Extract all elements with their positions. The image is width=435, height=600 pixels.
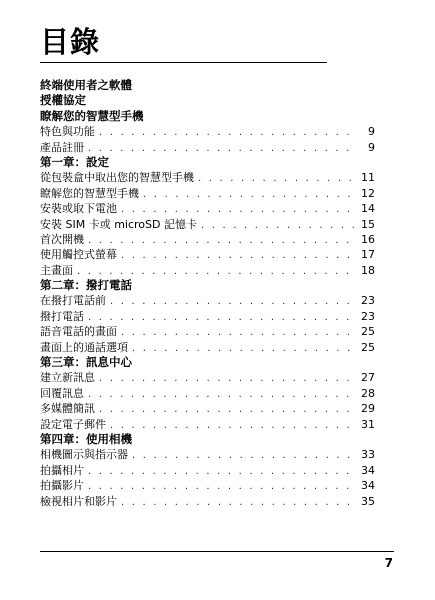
toc-entry-page: 23 — [361, 294, 375, 308]
toc-section-heading[interactable] — [40, 355, 375, 370]
toc-section-heading[interactable] — [40, 155, 375, 170]
dot-leader — [88, 479, 357, 493]
toc-entry[interactable] — [40, 247, 375, 262]
toc-entry-page: 27 — [361, 371, 375, 385]
toc-entry-label: 使用觸控式螢幕 — [40, 248, 117, 262]
toc-entry[interactable] — [40, 186, 375, 201]
dot-leader — [99, 125, 357, 139]
toc-entry-page: 15 — [361, 217, 375, 231]
dot-leader — [88, 464, 357, 478]
toc-entry[interactable] — [40, 478, 375, 493]
dot-leader — [143, 187, 357, 201]
toc-entry-label: 安裝 SIM 卡或 microSD 記憶卡 — [40, 217, 197, 231]
toc-entry-page: 16 — [361, 232, 375, 246]
toc-entry[interactable] — [40, 140, 375, 155]
toc-entry-label: 拍攝影片 — [40, 479, 84, 493]
toc-entry-page: 33 — [361, 448, 375, 462]
toc-entry-label: 瞭解您的智慧型手機 — [40, 186, 139, 200]
toc-entry-page: 25 — [361, 325, 375, 339]
toc-entry-label: 首次開機 — [40, 232, 84, 246]
toc-entry-label: 在撥打電話前 — [40, 294, 106, 308]
table-of-contents — [40, 76, 375, 509]
toc-entry-label: 授權協定 — [40, 93, 86, 108]
toc-entry-label: 語音電話的畫面 — [40, 325, 117, 339]
dot-leader — [99, 402, 357, 416]
toc-entry-label: 第一章：設定 — [40, 154, 109, 169]
toc-section-heading[interactable] — [40, 78, 375, 93]
footer-rule — [40, 551, 394, 552]
toc-section-heading[interactable] — [40, 278, 375, 293]
toc-entry-page: 35 — [361, 494, 375, 508]
toc-entry-label: 撥打電話 — [40, 309, 84, 323]
toc-entry-label: 回覆訊息 — [40, 386, 84, 400]
dot-leader — [110, 418, 357, 432]
toc-entry-label: 特色與功能 — [40, 125, 95, 139]
toc-entry-label: 畫面上的通話選項 — [40, 340, 128, 354]
toc-entry[interactable] — [40, 217, 375, 232]
toc-entry-label: 終端使用者之軟體 — [40, 78, 132, 92]
toc-entry-label: 建立新訊息 — [40, 371, 95, 385]
dot-leader — [99, 371, 357, 385]
toc-entry[interactable] — [40, 232, 375, 247]
toc-entry-page: 31 — [361, 417, 375, 431]
dot-leader — [110, 294, 357, 308]
toc-entry-page: 17 — [361, 248, 375, 262]
toc-entry-label: 主畫面 — [40, 263, 73, 277]
toc-entry-page: 23 — [361, 309, 375, 323]
toc-entry-page: 29 — [361, 402, 375, 416]
toc-entry[interactable] — [40, 386, 375, 401]
toc-entry[interactable] — [40, 309, 375, 324]
dot-leader — [121, 495, 357, 509]
toc-entry-label: 第三章：訊息中心 — [40, 355, 132, 370]
page-number: 7 — [384, 556, 393, 570]
toc-entry-label: 第四章：使用相機 — [40, 431, 132, 446]
toc-entry[interactable] — [40, 201, 375, 216]
toc-entry[interactable] — [40, 370, 375, 385]
toc-entry-page: 12 — [361, 186, 375, 200]
dot-leader — [77, 264, 357, 278]
toc-entry-label: 從包裝盒中取出您的智慧型手機 — [40, 171, 194, 185]
title-underline — [40, 62, 327, 63]
dot-leader — [201, 218, 357, 232]
dot-leader — [198, 171, 357, 185]
dot-leader — [88, 141, 357, 155]
toc-entry-label: 多媒體簡訊 — [40, 402, 95, 416]
toc-entry-label: 產品註冊 — [40, 140, 84, 154]
toc-entry[interactable] — [40, 417, 375, 432]
dot-leader — [88, 233, 357, 247]
toc-entry-page: 9 — [368, 140, 375, 154]
toc-entry-page: 9 — [368, 125, 375, 139]
toc-entry[interactable] — [40, 401, 375, 416]
toc-section-heading[interactable] — [40, 109, 375, 124]
toc-section-heading[interactable] — [40, 432, 375, 447]
toc-entry-page: 14 — [361, 202, 375, 216]
toc-entry[interactable] — [40, 293, 375, 308]
toc-entry[interactable] — [40, 263, 375, 278]
toc-entry-page: 28 — [361, 386, 375, 400]
toc-entry-page: 34 — [361, 479, 375, 493]
toc-entry-page: 11 — [361, 171, 375, 185]
toc-entry[interactable] — [40, 324, 375, 339]
dot-leader — [121, 248, 357, 262]
toc-entry[interactable] — [40, 447, 375, 462]
dot-leader — [121, 202, 357, 216]
toc-entry-label: 安裝或取下電池 — [40, 202, 117, 216]
toc-entry-label: 檢視相片和影片 — [40, 494, 117, 508]
toc-entry-page: 25 — [361, 340, 375, 354]
toc-entry-label: 瞭解您的智慧型手機 — [40, 108, 144, 123]
toc-entry[interactable] — [40, 340, 375, 355]
toc-entry-page: 18 — [361, 263, 375, 277]
toc-entry[interactable] — [40, 170, 375, 185]
toc-entry-label: 拍攝相片 — [40, 463, 84, 477]
dot-leader — [88, 387, 357, 401]
dot-leader — [121, 325, 357, 339]
dot-leader — [132, 448, 357, 462]
toc-entry[interactable] — [40, 463, 375, 478]
page-title: 目錄 — [40, 25, 101, 59]
dot-leader — [88, 310, 357, 324]
toc-entry-label: 第二章：撥打電話 — [40, 278, 132, 293]
toc-entry-label: 相機圖示與指示器 — [40, 448, 128, 462]
toc-entry-page: 34 — [361, 463, 375, 477]
toc-entry[interactable] — [40, 494, 375, 509]
toc-section-heading[interactable] — [40, 93, 375, 108]
toc-entry-label: 設定電子郵件 — [40, 417, 106, 431]
dot-leader — [132, 341, 357, 355]
toc-entry[interactable] — [40, 124, 375, 139]
